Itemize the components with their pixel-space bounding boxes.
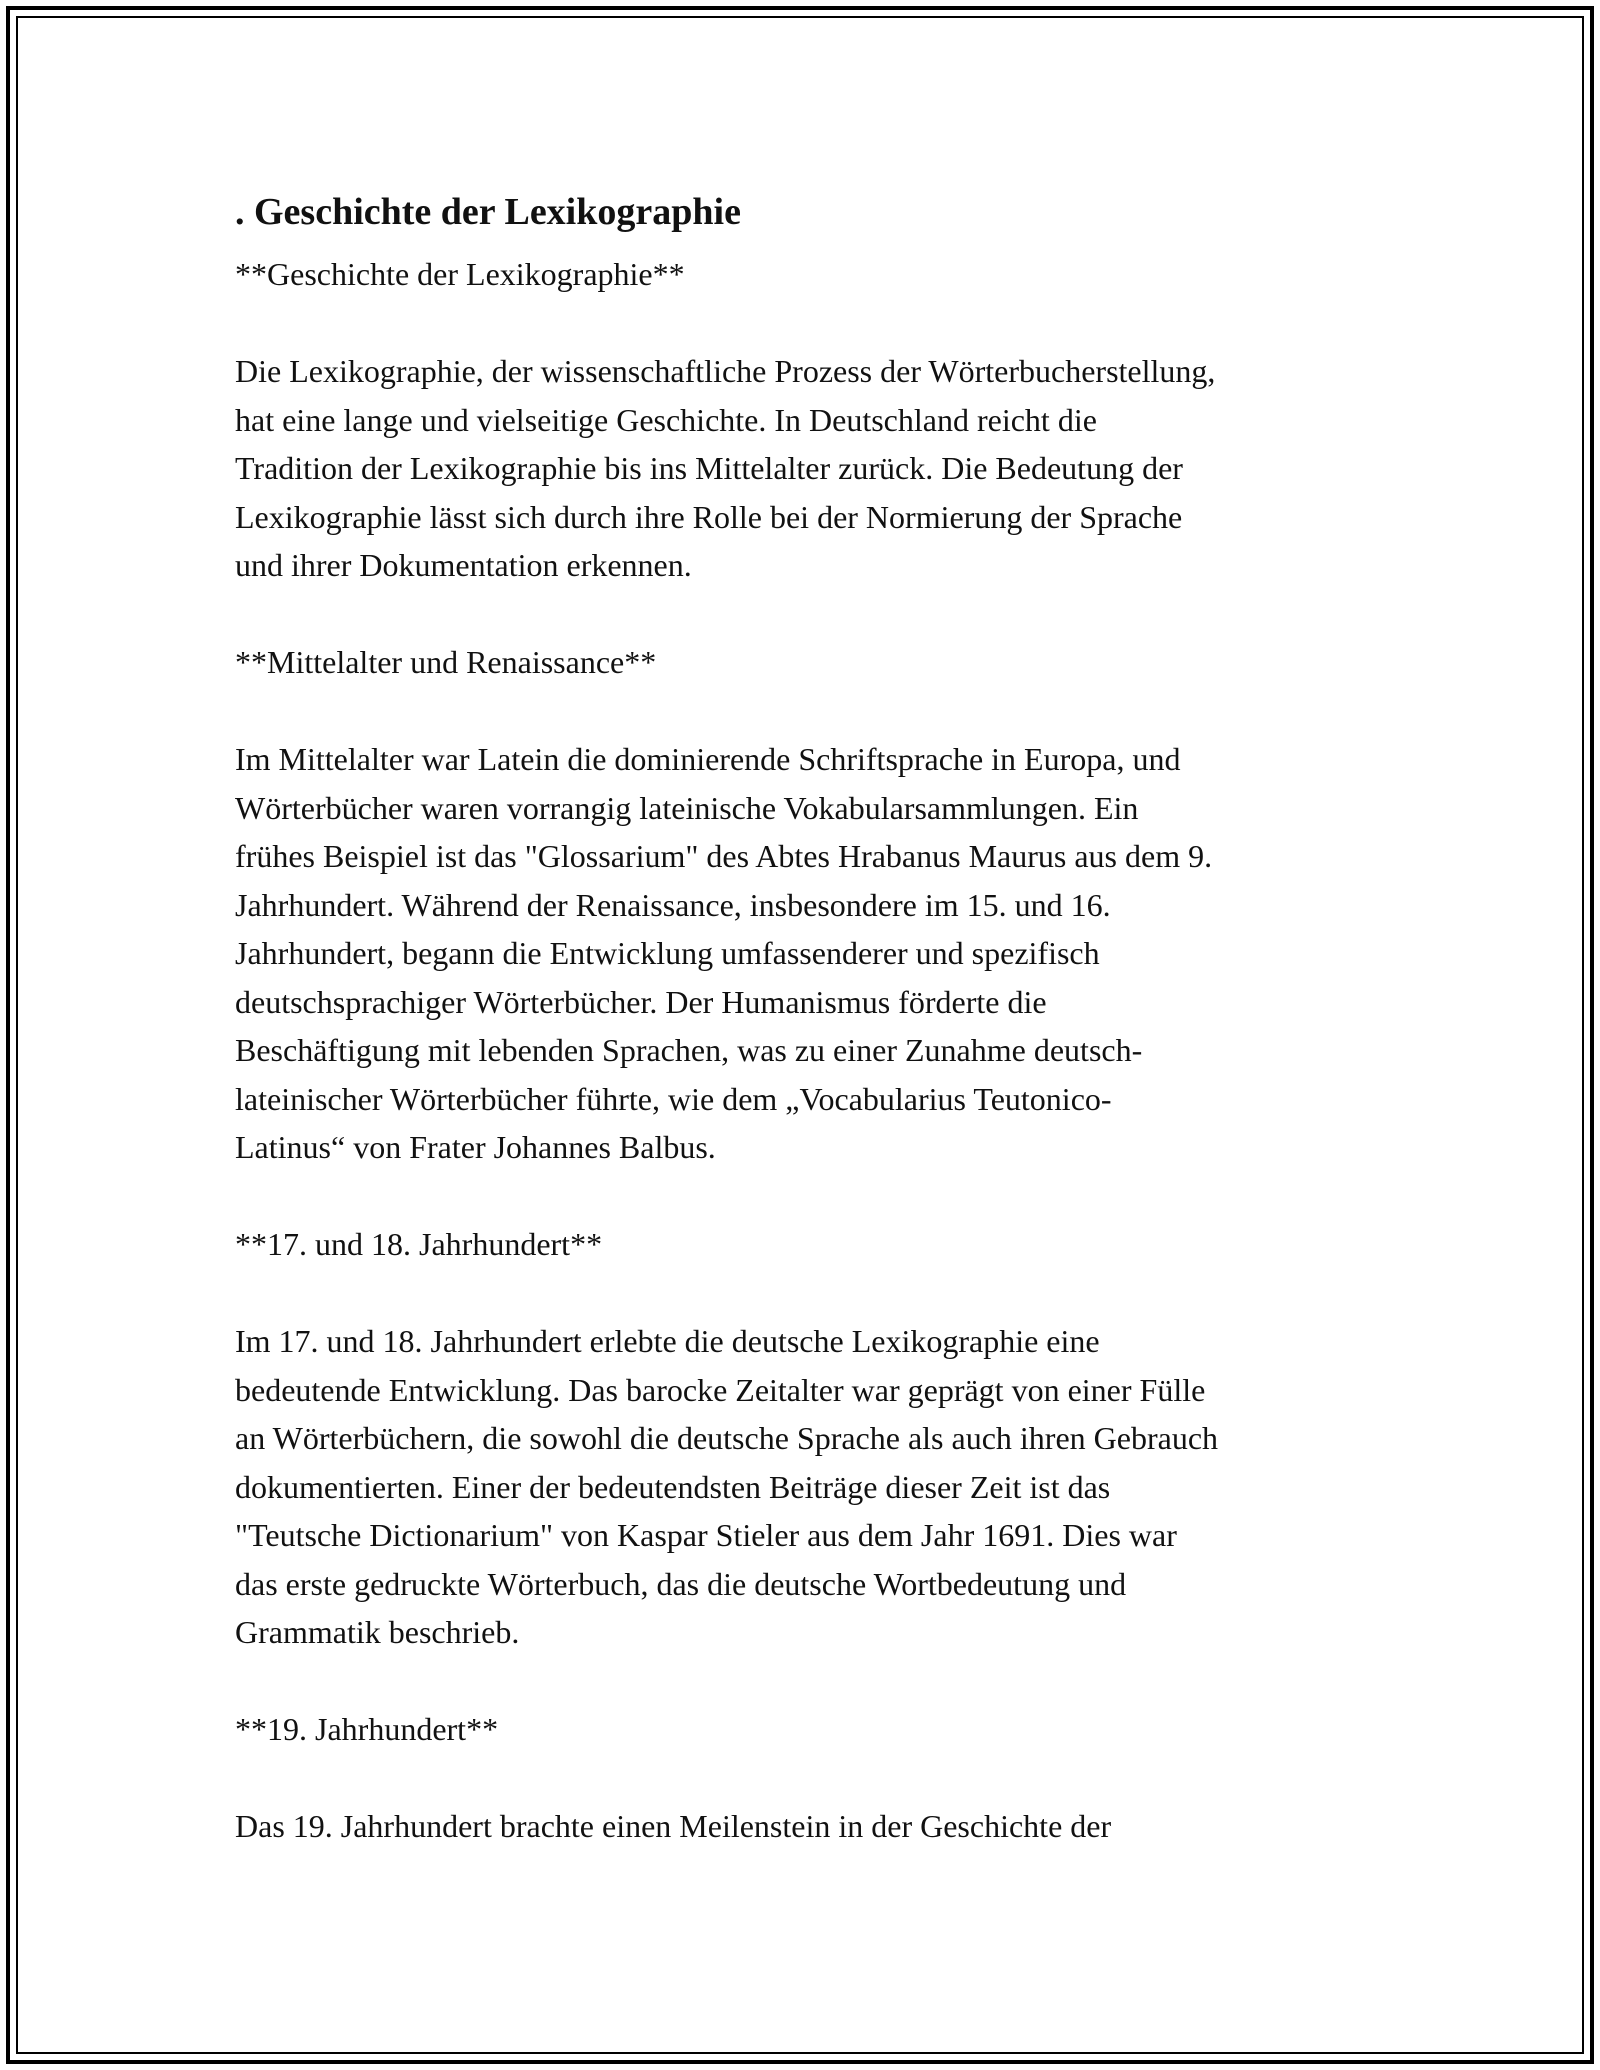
heading-mittelalter: **Mittelalter und Renaissance** — [235, 644, 657, 680]
heading-19-jahrhundert: **19. Jahrhundert** — [235, 1711, 499, 1747]
paragraph-17-18-jahrhundert: Im 17. und 18. Jahrhundert erlebte die deutsche Lexikographie eine bedeutende Entwicklung. Das barocke Zeitalter war geprägt von einer Fülle an Wörterbüchern, die sowohl die deutsche Sprache als auch ihren Gebrauch dokumentierten. Einer der bedeutendsten Beiträge dieser Zeit ist das "Teutsche Dictionarium" von Kaspar Stieler aus dem Jahr 1691. Dies war das erste gedruckte Wörterbuch, das die deutsche Wortbedeutung und Grammatik beschrieb. — [235, 1323, 1219, 1650]
paragraph-gap — [235, 1172, 1365, 1221]
heading-17-18-jahrhundert: **17. und 18. Jahrhundert** — [235, 1226, 603, 1262]
document-title: . Geschichte der Lexikographie — [235, 191, 741, 233]
paragraph-intro: Die Lexikographie, der wissenschaftliche Prozess der Wörterbucherstellung, hat eine lange und vielseitige Geschichte. In Deutschland reicht die Tradition der Lexikographie bis ins Mittelalter zurück. Die Bedeutung der Lexikographie lässt sich durch ihre Rolle bei der Normierung der Sprache und ihrer Dokumentation erkennen. — [235, 353, 1216, 583]
document-page — [235, 186, 1365, 1851]
paragraph-gap — [235, 590, 1365, 639]
paragraph-gap — [235, 1754, 1365, 1803]
paragraph-19-jahrhundert: Das 19. Jahrhundert brachte einen Meilenstein in der Geschichte der — [235, 1808, 1112, 1844]
paragraph-mittelalter: Im Mittelalter war Latein die dominierende Schriftsprache in Europa, und Wörterbücher waren vorrangig lateinische Vokabularsammlungen. Ein frühes Beispiel ist das "Glossarium" des Abtes Hrabanus Maurus aus dem 9. Jahrhundert. Während der Renaissance, insbesondere im 15. und 16. Jahrhundert, begann die Entwicklung umfassenderer und spezifisch deutschsprachiger Wörterbücher. Der Humanismus förderte die Beschäftigung mit lebenden Sprachen, was zu einer Zunahme deutsch- lateinischer Wörterbücher führte, wie dem „Vocabularius Teutonico- Latinus“ von Frater Johannes Balbus. — [235, 741, 1213, 1165]
paragraph-gap — [235, 687, 1365, 736]
paragraph-gap — [235, 1657, 1365, 1706]
heading-geschichte: **Geschichte der Lexikographie** — [235, 256, 685, 292]
paragraph-gap — [235, 299, 1365, 348]
paragraph-gap — [235, 1269, 1365, 1318]
